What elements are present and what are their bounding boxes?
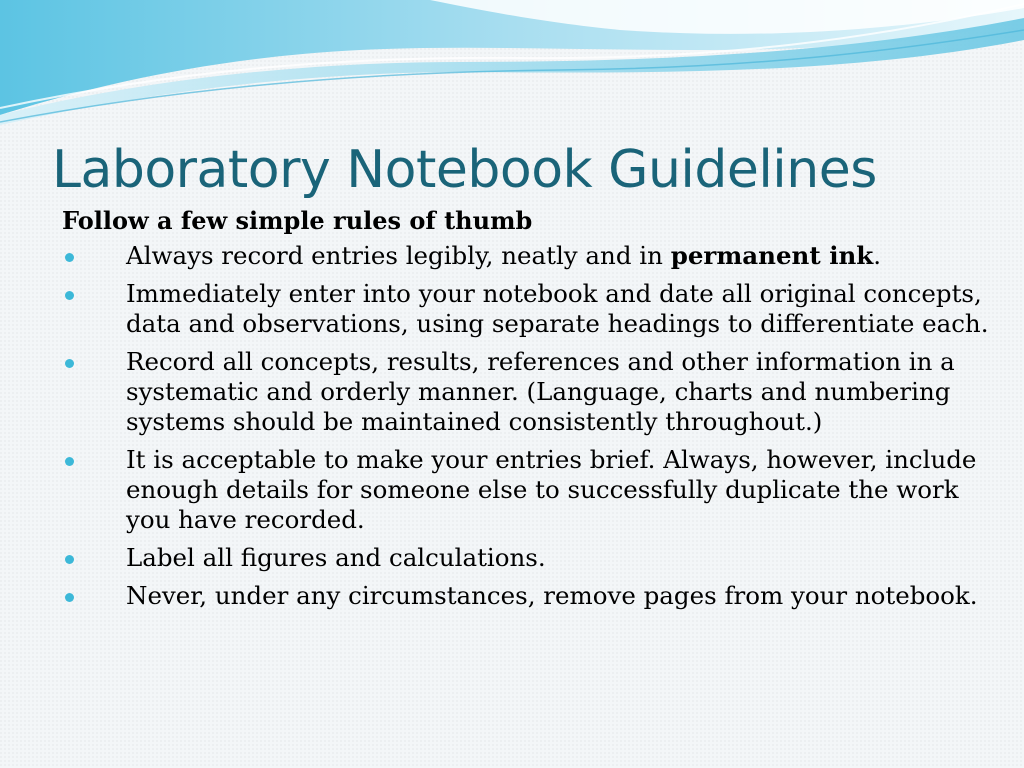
bullet-dot-icon: [65, 457, 74, 466]
slide-body: [62, 205, 992, 619]
list-item-text: It is acceptable to make your entries brief. Always, however, include enough details for someone else to successfully duplicate the work you have recorded.: [126, 445, 977, 534]
list-item: [62, 347, 992, 437]
list-item-text: Never, under any circumstances, remove pages from your notebook.: [126, 581, 978, 610]
bullet-dot-icon: [65, 359, 74, 368]
list-item: [62, 445, 992, 535]
list-item-text: Record all concepts, results, references and other information in a systematic and orderly manner. (Language, charts and numbering systems should be maintained consistently throughout.): [126, 347, 955, 436]
bullet-list: [62, 241, 992, 611]
bullet-dot-icon: [65, 555, 74, 564]
list-item: [62, 581, 992, 611]
list-item-text: Immediately enter into your notebook and date all original concepts, data and observations, using separate headings to differentiate each.: [126, 279, 989, 338]
bullet-dot-icon: [65, 593, 74, 602]
header-wave-decoration: [0, 0, 1024, 130]
emphasis-permanent-ink: permanent ink: [670, 241, 874, 270]
list-item-text: Label all figures and calculations.: [126, 543, 546, 572]
bullet-dot-icon: [65, 253, 74, 262]
slide-title: Laboratory Notebook Guidelines: [52, 140, 877, 200]
slide-subtitle: Follow a few simple rules of thumb: [62, 206, 533, 235]
list-item: [62, 279, 992, 339]
list-item-text: Always record entries legibly, neatly and in permanent ink.: [126, 241, 882, 270]
list-item: [62, 241, 992, 271]
bullet-dot-icon: [65, 291, 74, 300]
list-item: [62, 543, 992, 573]
